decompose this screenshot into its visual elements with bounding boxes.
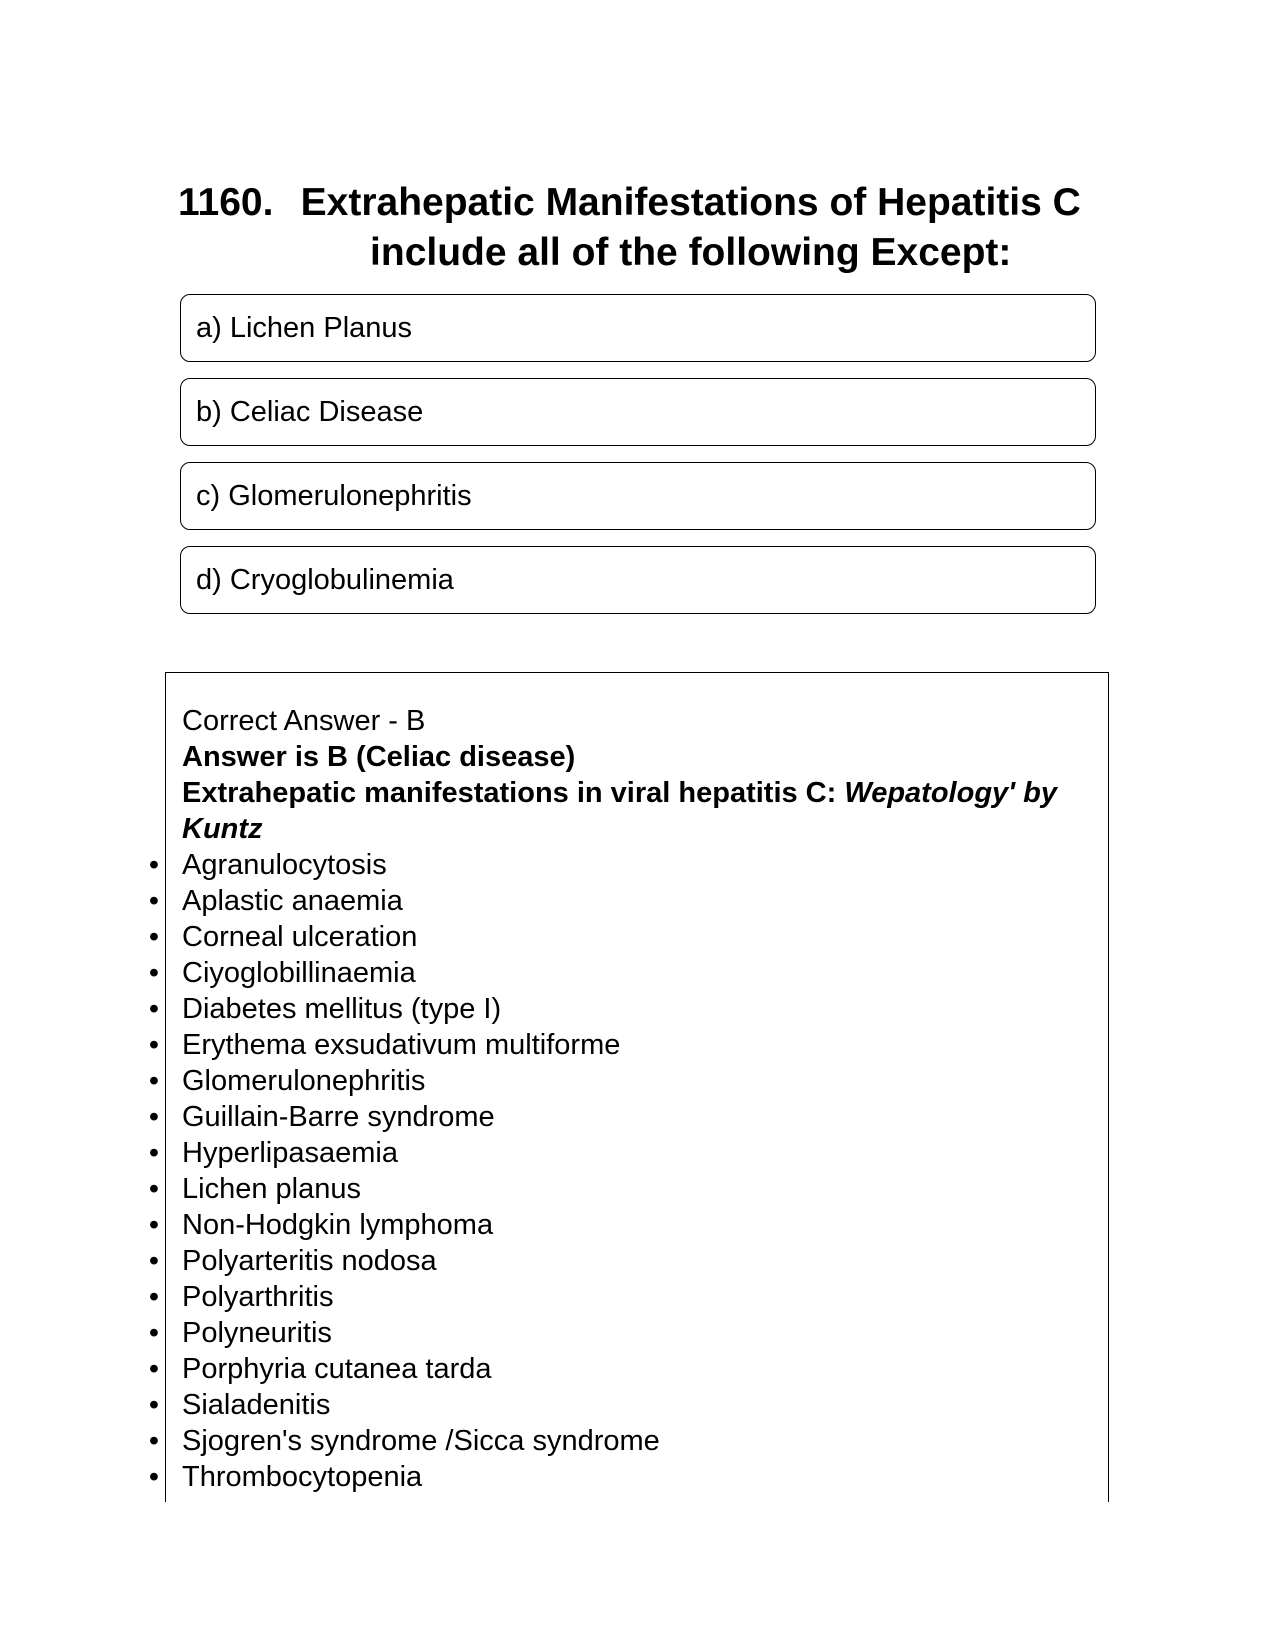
list-item [148,1135,1092,1171]
list-item [148,1279,1092,1315]
list-item-text: Lichen planus [182,1173,361,1205]
answer-content [148,703,1092,1495]
option-c-label: c) Glomerulonephritis [196,479,472,512]
list-item [148,1351,1092,1387]
bullet-icon: • [148,957,160,989]
list-item-text: Porphyria cutanea tarda [182,1353,492,1385]
list-item-text: Sjogren's syndrome /Sicca syndrome [182,1425,660,1457]
list-item [148,1315,1092,1351]
explanation-title: Answer is B (Celiac disease) [182,741,576,773]
bullet-icon: • [148,1137,160,1169]
list-item [148,955,1092,991]
list-item-text: Hyperlipasaemia [182,1137,398,1169]
list-item [148,1387,1092,1423]
bullet-icon: • [148,885,160,917]
reference-citation: Wepatology' by Kuntz [182,777,1057,845]
bullet-icon: • [148,1209,160,1241]
list-item-text: Non-Hodgkin lymphoma [182,1209,494,1241]
list-item-text: Ciyoglobillinaemia [182,957,416,989]
bullet-icon: • [148,993,160,1025]
bullet-icon: • [148,1029,160,1061]
bullet-icon: • [148,1245,160,1277]
list-heading-line [182,775,1092,847]
bullet-icon: • [148,1317,160,1349]
option-d-label: d) Cryoglobulinemia [196,563,454,596]
list-item-text: Polyneuritis [182,1317,332,1349]
list-item-text: Thrombocytopenia [182,1461,423,1493]
question-heading [178,178,1098,278]
correct-answer-line: Correct Answer - B [182,705,426,737]
list-item-text: Polyarteritis nodosa [182,1245,437,1277]
option-b[interactable] [180,378,1096,446]
options-list [180,294,1096,630]
list-item [148,1423,1092,1459]
bullet-icon: • [148,1065,160,1097]
option-d[interactable] [180,546,1096,614]
list-item-text: Erythema exsudativum multiforme [182,1029,621,1061]
list-item [148,1207,1092,1243]
bullet-icon: • [148,1425,160,1457]
bullet-icon: • [148,1173,160,1205]
question-text: Extrahepatic Manifestations of Hepatitis C include all of the following Except: [300,181,1081,274]
bullet-icon: • [148,1389,160,1421]
option-a-label: a) Lichen Planus [196,311,413,344]
answer-explanation-box [148,672,1109,1502]
list-item-text: Polyarthritis [182,1281,334,1313]
list-item-text: Sialadenitis [182,1389,331,1421]
list-item [148,1063,1092,1099]
bullet-icon: • [148,1101,160,1133]
option-b-label: b) Celiac Disease [196,395,424,428]
list-item [148,883,1092,919]
bullet-icon: • [148,1281,160,1313]
list-item-text: Agranulocytosis [182,849,387,881]
manifestations-list [148,847,1092,1495]
bullet-icon: • [148,849,160,881]
list-item-text: Aplastic anaemia [182,885,403,917]
option-c[interactable] [180,462,1096,530]
bullet-icon: • [148,1353,160,1385]
list-item [148,1099,1092,1135]
list-item-text: Diabetes mellitus (type I) [182,993,502,1025]
bullet-icon: • [148,921,160,953]
list-item [148,847,1092,883]
question-number: 1160. [178,181,274,224]
list-item-text: Guillain-Barre syndrome [182,1101,495,1133]
list-item-text: Corneal ulceration [182,921,418,953]
bullet-icon: • [148,1461,160,1493]
list-item [148,1459,1092,1495]
list-item [148,1171,1092,1207]
list-item [148,919,1092,955]
list-item-text: Glomerulonephritis [182,1065,426,1097]
option-a[interactable] [180,294,1096,362]
list-item [148,1027,1092,1063]
list-item [148,991,1092,1027]
list-item [148,1243,1092,1279]
list-heading: Extrahepatic manifestations in viral hepatitis C: [182,777,837,809]
